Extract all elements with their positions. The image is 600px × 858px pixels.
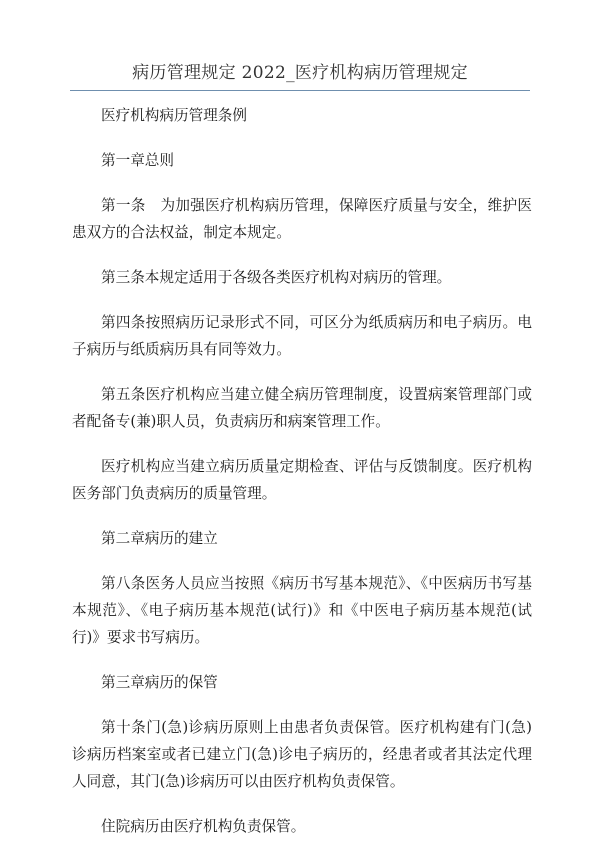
paragraph-quality-review: 医疗机构应当建立病历质量定期检查、评估与反馈制度。医疗机构医务部门负责病历的质量管理。 (72, 458, 532, 502)
paragraph-article-10: 第十条门(急)诊病历原则上由患者负责保管。医疗机构建有门(急)诊病历档案室或者已建立门(急)诊电子病历的，经患者或者其法定代理人同意，其门(急)诊病历可以由医疗机构负责保管。 (72, 719, 532, 790)
document-body (72, 102, 532, 858)
paragraph-article-1: 第一条 为加强医疗机构病历管理，保障医疗质量与安全，维护医患双方的合法权益，制定本规定。 (72, 197, 532, 241)
paragraph-article-5: 第五条医疗机构应当建立健全病历管理制度，设置病案管理部门或者配备专(兼)职人员，负责病历和病案管理工作。 (72, 386, 532, 430)
paragraph-chapter-2-heading: 第二章病历的建立 (101, 530, 218, 547)
paragraph-article-4: 第四条按照病历记录形式不同，可区分为纸质病历和电子病历。电子病历与纸质病历具有同等效力。 (72, 314, 532, 358)
title-divider (70, 90, 530, 91)
paragraph-inpatient-records: 住院病历由医疗机构负责保管。 (101, 818, 306, 835)
paragraph-regulation-name: 医疗机构病历管理条例 (101, 107, 247, 124)
paragraph-article-8: 第八条医务人员应当按照《病历书写基本规范》、《中医病历书写基本规范》、《电子病历基本规范(试行)》和《中医电子病历基本规范(试行)》要求书写病历。 (72, 575, 532, 646)
document-title: 病历管理规定 2022_医疗机构病历管理规定 (132, 63, 468, 83)
paragraph-chapter-3-heading: 第三章病历的保管 (101, 674, 218, 691)
paragraph-chapter-1-heading: 第一章总则 (101, 152, 174, 169)
paragraph-article-3: 第三条本规定适用于各级各类医疗机构对病历的管理。 (101, 269, 452, 286)
